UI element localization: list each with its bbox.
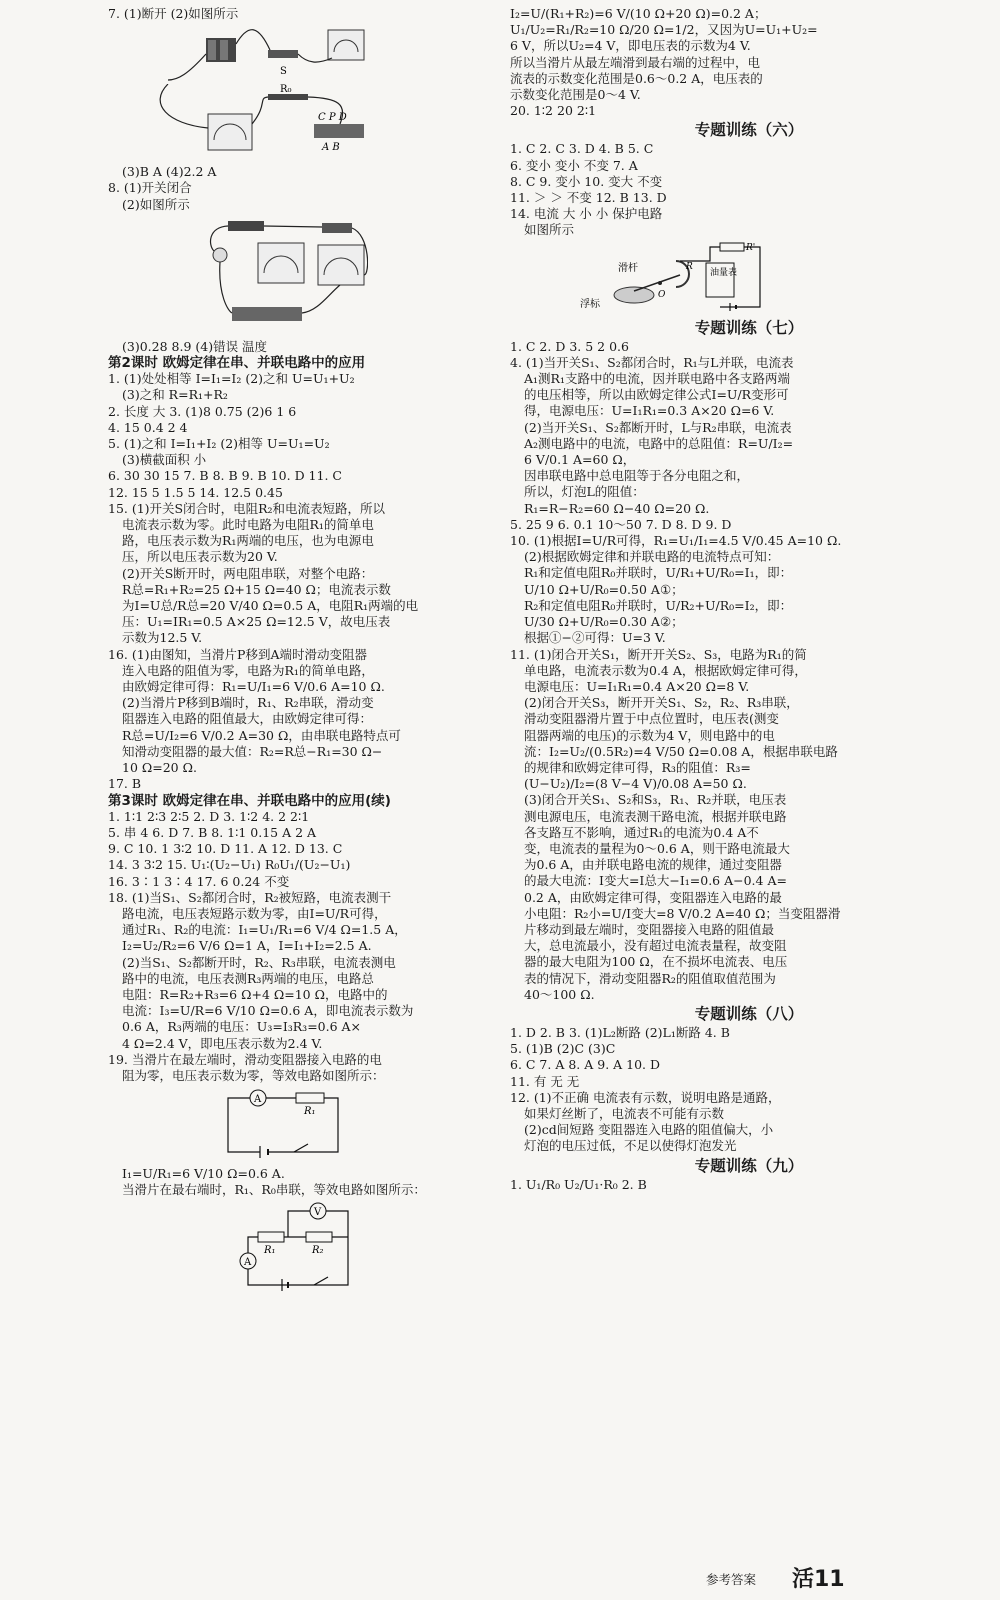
label-float: 浮标 [580, 298, 600, 310]
answer-line: 17. B [108, 776, 142, 792]
answer-line: A₂测电路中的电流，电路中的总阻值：R=U/I₂= [524, 435, 794, 451]
section-heading: 专题训练（六） [694, 121, 804, 140]
answer-line: 0.6 A，R₃两端的电压：U₃=I₃R₃=0.6 A× [122, 1019, 362, 1035]
answer-line: 15. (1)开关S闭合时，电阻R₂和电流表短路，所以 [108, 500, 386, 516]
answer-line: A₁测R₁支路中的电流，因并联电路中各支路两端 [524, 371, 790, 387]
answer-line: 6. 变小 变小 不变 7. A [510, 157, 638, 173]
answer-line: (2)当滑片P移到B端时，R₁、R₂串联，滑动变 [122, 695, 374, 711]
resistor-r-prime [720, 243, 744, 251]
answer-line: 阻器两端的电压)的示数为4 V，则电路中的电 [524, 727, 775, 743]
answer-line: U/30 Ω+U/R₀=0.30 A②； [524, 614, 684, 630]
label-r1: R₁ [304, 1106, 316, 1118]
circuit-19b-svg [108, 1201, 368, 1293]
answer-line: 路电流，电压表短路示数为零，由I=U/R可得， [122, 905, 387, 921]
answer-line: 因串联电路中总电阻等于各分电阻之和， [524, 468, 750, 484]
switch-symbol [294, 1144, 308, 1152]
answer-line: 20. 1∶2 20 2∶1 [510, 103, 597, 119]
answer-line: 14. 3 3∶2 15. U₁∶(U₂−U₁) R₀U₁/(U₂−U₁) [108, 857, 351, 873]
equivalent-circuit-19a [108, 1086, 496, 1164]
answer-line: 得，电源电压：U=I₁R₁=0.3 A×20 Ω=6 V. [524, 403, 775, 419]
answer-line: (3)横截面积 小 [122, 452, 207, 468]
answer-line: 5. 串 4 6. D 7. B 8. 1∶1 0.15 A 2 A [108, 824, 317, 840]
answer-line: 0.2 A，由欧姆定律可得，变阻器连入电路的最 [524, 889, 782, 905]
ammeter-icon [258, 243, 304, 283]
answer-line: 5. 25 9 6. 0.1 10～50 7. D 8. D 9. D [510, 516, 732, 532]
answer-line: 流：I₂=U₂/(0.5R₂)=4 V/50 Ω=0.08 A，根据串联电路 [524, 743, 838, 759]
answer-line: 如图所示 [524, 222, 575, 238]
resistor-r1 [258, 1232, 284, 1242]
circuit-8-svg [108, 215, 368, 337]
answer-line: 2. 长度 大 3. (1)8 0.75 (2)6 1 6 [108, 403, 297, 419]
label-a: A [244, 1256, 252, 1268]
answer-line: 当滑片在最右端时，R₁、R₀串联，等效电路如图所示： [122, 1182, 426, 1198]
answer-line: 各支路互不影响，通过R₁的电流为0.4 A不 [524, 824, 759, 840]
answer-line: 示数变化范围是0～4 V. [510, 87, 641, 103]
label-v: V [314, 1206, 322, 1218]
ammeter-icon [328, 30, 364, 60]
pivot-o [658, 281, 662, 285]
answer-line: (2)闭合开关S₃，断开开关S₁、S₂，R₂、R₃串联， [524, 695, 799, 711]
voltmeter-icon [208, 114, 252, 150]
answer-line: 12. 15 5 1.5 5 14. 12.5 0.45 [108, 484, 283, 500]
answer-line: 示数为12.5 V. [122, 630, 203, 646]
answer-line: 11. ＞ ＞ 不变 12. B 13. D [510, 190, 667, 206]
answer-line: 所以当滑片从最左端滑到最右端的过程中，电 [510, 54, 761, 70]
answer-line: 5. (1)B (2)C (3)C [510, 1041, 616, 1057]
answer-line: 通过R₁、R₂的电流：I₁=U₁/R₁=6 V/4 Ω=1.5 A， [122, 922, 407, 938]
label-a: A [254, 1094, 262, 1106]
label-r: R [686, 261, 693, 272]
equivalent-circuit-19b [108, 1201, 496, 1293]
answer-line: U/10 Ω+U/R₀=0.50 A①； [524, 581, 684, 597]
answer-line: 7. (1)断开 (2)如图所示 [108, 6, 239, 21]
answer-line: 知滑动变阻器的最大值：R₂=R总−R₁=30 Ω− [122, 743, 383, 759]
rheostat-icon [314, 124, 364, 138]
answer-line: (3)0.28 8.9 (4)错误 温度 [122, 338, 268, 354]
lever-arm [634, 275, 680, 291]
answer-line: 变，电流表的量程为0～0.6 A，则干路电流最大 [524, 840, 790, 856]
answer-line: 器的最大电阻为100 Ω，在不损坏电流表、电压 [524, 954, 788, 970]
answer-line: 压，所以电压表示数为20 V. [122, 549, 278, 565]
answer-line: 的电压相等，所以由欧姆定律公式I=U/R变形可 [524, 387, 789, 403]
answer-line: (2)当S₁、S₂都断开时，R₂、R₃串联，电流表测电 [122, 954, 396, 970]
switch-icon [268, 50, 298, 58]
answer-line: 1. U₁/R₀ U₂/U₁·R₀ 2. B [510, 1176, 647, 1192]
label-o: O [658, 289, 666, 300]
answer-line: 滑动变阻器滑片置于中点位置时，电压表(测变 [524, 711, 779, 727]
answer-line: (3)之和 R=R₁+R₂ [122, 387, 228, 403]
label-r0: R₀ [280, 84, 292, 96]
answer-line: 40～100 Ω. [524, 986, 595, 1002]
left-column [108, 6, 496, 1566]
answer-line: 16. 3∶1 3∶4 17. 6 0.24 不变 [108, 873, 290, 889]
switch-symbol [314, 1277, 328, 1285]
answer-line: 电阻：R=R₂+R₃=6 Ω+4 Ω=10 Ω，电路中的 [122, 986, 388, 1002]
answer-line: (3)闭合开关S₁、S₂和S₃，R₁、R₂并联，电压表 [524, 792, 787, 808]
answer-line: 阻器连入电路的阻值最大，由欧姆定律可得： [122, 711, 373, 727]
answer-line: R₁和定值电阻R₀并联时，U/R₁+U/R₀=I₁，即： [524, 565, 793, 581]
rheostat-icon [232, 307, 302, 321]
circuit-diagram-7a [108, 24, 496, 82]
answer-line: 16. (1)由图知，当滑片P移到A端时滑动变阻器 [108, 646, 367, 662]
answer-line: 片移动到最左端时，变阻器接入电路的阻值最 [524, 921, 775, 937]
section-heading: 专题训练（八） [694, 1004, 804, 1023]
answer-line: 11. 有 无 无 [510, 1073, 580, 1089]
answer-line: 的最大电流：I变大=I总大−I₁=0.6 A−0.4 A= [524, 873, 787, 889]
answer-line: (2)根据欧姆定律和并联电路的电流特点可知： [524, 549, 780, 565]
answer-line: 1. C 2. C 3. D 4. B 5. C [510, 141, 654, 157]
battery-cell-1 [208, 40, 216, 60]
label-slider: 滑杆 [618, 262, 638, 274]
answer-line: R₁=R−R₂=60 Ω−40 Ω=20 Ω. [524, 500, 710, 516]
answer-line: 4 Ω=2.4 V，即电压表示数为2.4 V. [122, 1035, 323, 1051]
switch-icon [322, 223, 352, 233]
answer-line: (2)如图所示 [122, 196, 190, 212]
answer-line: 8. (1)开关闭合 [108, 180, 192, 196]
answer-line: (2)开关S断开时，两电阻串联，对整个电路： [122, 565, 374, 581]
label-cpd: C P D [318, 112, 347, 124]
answer-line: 12. (1)不正确 电流表有示数，说明电路是通路， [510, 1089, 781, 1105]
answer-line: 4. 15 0.4 2 4 [108, 419, 188, 435]
answer-line: U₁/U₂=R₁/R₂=10 Ω/20 Ω=1/2，又因为U=U₁+U₂= [510, 22, 818, 38]
circuit-loop [228, 1098, 338, 1152]
label-ab: A B [322, 142, 340, 154]
answer-line: 4. (1)当开关S₁、S₂都闭合时，R₁与L并联，电流表 [510, 354, 794, 370]
answer-line: 电流：I₃=U/R=6 V/10 Ω=0.6 A，即电流表示数为 [122, 1003, 414, 1019]
wires [168, 30, 332, 80]
answer-line: 大，总电流最小，没有超过电流表量程，故变阻 [524, 938, 787, 954]
answer-line: 小电阻：R₂小=U/I变大=8 V/0.2 A=40 Ω；当变阻器滑 [524, 905, 841, 921]
answer-line: 路，电压表示数为R₁两端的电压，也为电源电 [122, 533, 374, 549]
answer-line: 1. (1)处处相等 I=I₁=I₂ (2)之和 U=U₁+U₂ [108, 371, 355, 387]
answer-line: 如果灯丝断了，电流表不可能有示数 [524, 1105, 725, 1121]
circuit-loop [248, 1211, 348, 1285]
lesson-heading: 第3课时 欧姆定律在串、并联电路中的应用(续) [108, 792, 391, 809]
answer-line: (3)B A (4)2.2 A [122, 164, 217, 180]
circuit-diagram-8 [108, 215, 496, 337]
answer-line: 5. (1)之和 I=I₁+I₂ (2)相等 U=U₁=U₂ [108, 436, 330, 452]
answer-line: 6. 30 30 15 7. B 8. B 9. B 10. D 11. C [108, 468, 342, 484]
resistor-r1 [296, 1093, 324, 1103]
label-r-prime: R' [746, 242, 756, 253]
answer-line: 由欧姆定律可得：R₁=U/I₁=6 V/0.6 A=10 Ω. [122, 679, 385, 695]
battery-icon [228, 221, 264, 231]
answer-line: 压：U₁=IR₁=0.5 A×25 Ω=12.5 V，故电压表 [122, 614, 391, 630]
circuit-diagram-7b [108, 84, 496, 162]
answer-line: 为0.6 A，由并联电路电流的规律，通过变阻器 [524, 857, 782, 873]
answer-line: 电流表示数为零。此时电路为电阻R₁的简单电 [122, 517, 374, 533]
fuel-gauge-svg [510, 241, 810, 315]
page-number: 活11 [792, 1567, 845, 1592]
answer-line: 8. C 9. 变小 10. 变大 不变 [510, 173, 663, 189]
tank-icon [614, 287, 654, 303]
answer-line: 阻为零，电压表示数为零，等效电路如图所示： [122, 1067, 385, 1083]
circuit-7b-svg [108, 84, 368, 162]
answer-line: 6. C 7. A 8. A 9. A 10. D [510, 1057, 661, 1073]
answer-line: 11. (1)闭合开关S₁，断开开关S₂、S₃，电路为R₁的简 [510, 646, 807, 662]
answer-line: 1. C 2. D 3. 5 2 0.6 [510, 338, 629, 354]
answer-line: 单电路，电流表示数为0.4 A，根据欧姆定律可得， [524, 662, 807, 678]
answer-line: 10 Ω=20 Ω. [122, 760, 197, 776]
section-heading: 专题训练（七） [694, 318, 804, 337]
answer-line: 所以，灯泡L的阻值： [524, 484, 645, 500]
answer-line: 1. D 2. B 3. (1)L₂断路 (2)L₁断路 4. B [510, 1024, 730, 1040]
voltmeter-icon [318, 245, 364, 285]
bulb-icon [213, 248, 227, 262]
answer-line: 9. C 10. 1 3∶2 10. D 11. A 12. D 13. C [108, 841, 343, 857]
footer-label: 参考答案 [706, 1572, 757, 1587]
answer-line: I₂=U/(R₁+R₂)=6 V/(10 Ω+20 Ω)=0.2 A； [510, 6, 767, 21]
answer-line: 10. (1)根据I=U/R可得，R₁=U₁/I₁=4.5 V/0.45 A=10 Ω. [510, 533, 842, 549]
answer-line: 路中的电流，电压表测R₃两端的电压，电路总 [122, 970, 374, 986]
circuit-19a-svg [108, 1086, 368, 1164]
answer-line: R总=R₁+R₂=25 Ω+15 Ω=40 Ω；电流表示数 [122, 581, 391, 597]
answer-line: R₂和定值电阻R₀并联时，U/R₂+U/R₀=I₂，即： [524, 597, 793, 613]
answer-line: 为I=U总/R总=20 V/40 Ω=0.5 A，电阻R₁两端的电 [122, 598, 419, 614]
answer-line: 1. 1∶1 2∶3 2∶5 2. D 3. 1∶2 4. 2 2∶1 [108, 808, 310, 824]
answer-line: 6 V/0.1 A=60 Ω， [524, 452, 636, 468]
answer-line: 电源电压：U=I₁R₁=0.4 A×20 Ω=8 V. [524, 678, 750, 694]
answer-line: 14. 电流 大 小 小 保护电路 [510, 206, 663, 222]
battery-cell-2 [220, 40, 228, 60]
answer-line: 18. (1)当S₁、S₂都闭合时，R₂被短路，电流表测干 [108, 889, 392, 905]
answer-line: 流表的示数变化范围是0.6～0.2 A，电压表的 [510, 70, 763, 86]
circuit-7a-svg [108, 24, 368, 82]
label-r2: R₂ [312, 1244, 324, 1256]
watermark [808, 1500, 998, 1596]
answer-line: 连入电路的阻值为零，电路为R₁的简单电路， [122, 662, 374, 678]
answer-line: (2)cd间短路 变阻器连入电路的阻值偏大，小 [524, 1122, 774, 1138]
answer-line: R总=U/I₂=6 V/0.2 A=30 Ω，由串联电路特点可 [122, 727, 401, 743]
answer-line: 6 V，所以U₂=4 V，即电压表的示数为4 V. [510, 38, 751, 54]
section-heading: 专题训练（九） [694, 1156, 804, 1175]
lesson-heading: 第2课时 欧姆定律在串、并联电路中的应用 [108, 355, 366, 372]
answer-line: (2)当开关S₁、S₂都断开时，L与R₂串联，电流表 [524, 419, 792, 435]
answer-line: I₁=U/R₁=6 V/10 Ω=0.6 A. [122, 1166, 285, 1182]
fuel-gauge-diagram [510, 241, 988, 315]
answer-line: 的规律和欧姆定律可得，R₃的阻值：R₃= [524, 759, 751, 775]
answer-line: I₂=U₂/R₂=6 V/6 Ω=1 A，I=I₁+I₂=2.5 A. [122, 938, 372, 954]
answer-line: 根据①−②可得：U=3 V. [524, 630, 666, 646]
label-s: S [280, 66, 287, 78]
answer-line: 测电源电压，电流表测干路电流，根据并联电路 [524, 808, 787, 824]
right-column [510, 6, 988, 1566]
answer-line: 19. 当滑片在最左端时，滑动变阻器接入电路的电 [108, 1051, 382, 1067]
answer-line: 表的情况下，滑动变阻器R₂的阻值取值范围为 [524, 970, 776, 986]
answer-line: 灯泡的电压过低，不足以使得灯泡发光 [524, 1138, 737, 1154]
resistor-r2 [306, 1232, 332, 1242]
answer-line: (U−U₂)/I₂=(8 V−4 V)/0.08 A=50 Ω. [524, 776, 747, 792]
label-r1: R₁ [264, 1244, 276, 1256]
label-gauge: 油量表 [710, 267, 738, 278]
